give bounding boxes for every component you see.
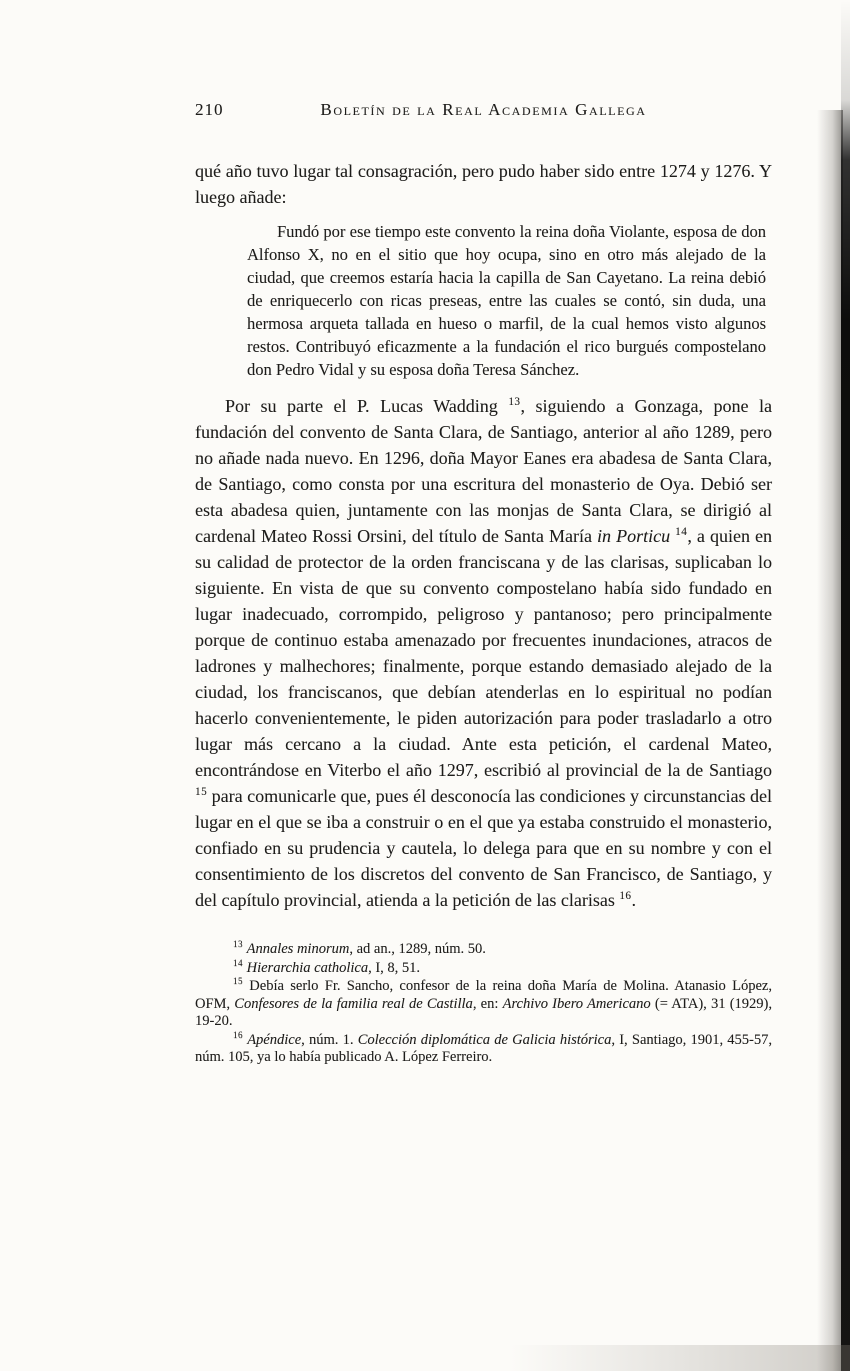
page-content (195, 100, 772, 1068)
scan-smudge (510, 1345, 850, 1371)
block-quote: Fundó por ese tiempo este convento la reina doña Violante, esposa de don Alfonso X, no en el sitio que hoy ocupa, sino en otro más alejado de la ciudad, que creemos estaría hacia la capilla de San Cayetano. La reina debió de enriquecerlo con ricas preseas, entre las cuales se contó, sin duda, una hermosa arqueta tallada en hueso o marfil, de la cual hemos visto algunos restos. Contribuyó eficazmente a la fundación el rico burgués compostelano don Pedro Vidal y su esposa doña Teresa Sánchez. (247, 222, 766, 379)
paragraph-intro: qué año tuvo lugar tal consagración, pero pudo haber sido entre 1274 y 1276. Y luego añade: (195, 161, 772, 207)
page-header (195, 100, 772, 126)
footnote-14: $^{14}$ Hierarchia catholica, I, 8, 51. (233, 957, 421, 976)
footnote-13: $^{13}$ Annales minorum, ad an., 1289, núm. 50. (233, 939, 486, 957)
page-number: 210 (195, 100, 224, 119)
footnote-16: $^{16}$ Apéndice, núm. 1. Colección diplomática de Galicia histórica, I, Santiago, 1901, 455-57, núm. 105, ya lo había publicado A. López Ferreiro. (195, 1029, 773, 1065)
journal-title: Boletín de la Real Academia Gallega (320, 100, 647, 119)
footnote-15: $^{15}$ Debía serlo Fr. Sancho, confesor de la reina doña María de Molina. Atanasio López, OFM, Confesores de la familia real de Castilla, en: Archivo Ibero Americano (= ATA), 31 (1929), 19-20. (195, 976, 772, 1029)
page-edge-shadow (817, 110, 843, 1371)
paragraph-main: Por su parte el P. Lucas Wadding $^{13}$, siguiendo a Gonzaga, pone la fundación del convento de Santa Clara, de Santiago, anterior al año 1289, pero no añade nada nuevo. En 1296, doña Mayor Eanes era abadesa de Santa Clara, de Santiago, como consta por una escritura del monasterio de Oya. Debió ser esta abadesa quien, juntamente con las monjas de Santa Clara, se dirigió al cardenal Mateo Rossi Orsini, del título de Santa María in Porticu $^{14}$, a quien en su calidad de protector de la orden franciscana y de las clarisas, suplicaban lo siguiente. En vista de que su convento compostelano había sido fundado en lugar inadecuado, corrompido, peligroso y pantanoso; pero principalmente porque de continuo estaba amenazado por frecuentes inundaciones, atracos de ladrones y malhechores; finalmente, porque estando demasiado alejado de la ciudad, los franciscanos, que debían atenderlas en lo espiritual no podían hacerlo convenientemente, le piden autorización para poder trasladarlo a otro lugar más cercano a la ciudad. Ante esta petición, el cardenal Mateo, encontrándose en Viterbo el año 1297, escribió al provincial de la de Santiago $^{15}$ para comunicarle que, pues él desconocía las condiciones y circunstancias del lugar en el que se iba a construir o en el que ya estaba construido el monasterio, confiado en su prudencia y cautela, lo delega para que en su nombre y con el consentimiento de los discretos del convento de San Francisco, de Santiago, y del capítulo provincial, atienda a la petición de las clarisas $^{16}$. (195, 396, 773, 910)
footnotes-section (195, 941, 772, 1067)
book-edge-strip (841, 0, 850, 1371)
